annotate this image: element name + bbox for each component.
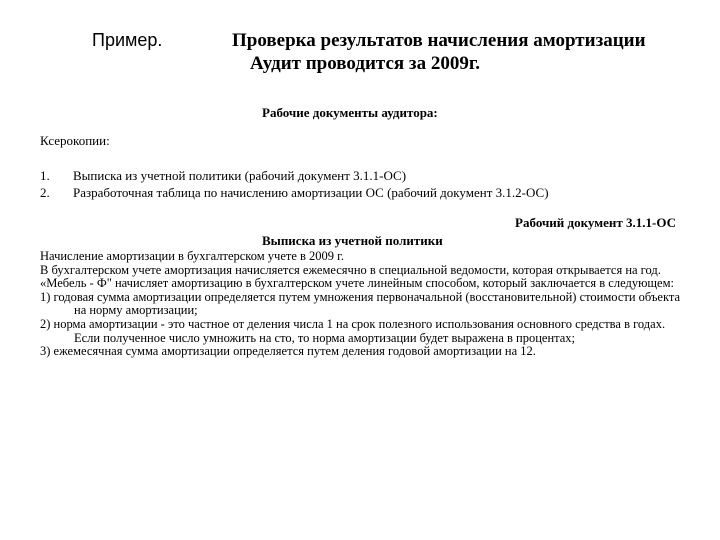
document-body [40, 250, 690, 359]
list-item-text: Разработочная таблица по начислению амортизации ОС (рабочий документ 3.1.2-ОС) [73, 185, 549, 200]
copies-label: Ксерокопии: [40, 133, 110, 148]
paragraph: 3) ежемесячная сумма амортизации определяется путем деления годовой амортизации на 12. [40, 344, 536, 359]
document-title: Выписка из учетной политики [262, 233, 443, 248]
paragraph: 1) годовая сумма амортизации определяется путем умножения первоначальной (восстановительной) стоимости объекта на норму амортизации; [40, 289, 681, 318]
paragraph: Начисление амортизации в бухгалтерском учете в 2009 г. [40, 249, 345, 263]
work-documents-heading: Рабочие документы аудитора: [262, 105, 438, 120]
work-document-reference: Рабочий документ 3.1.1-ОС [515, 215, 676, 230]
list-item-number: 1. [40, 168, 50, 183]
list-item-number: 2. [40, 185, 50, 200]
page-subtitle: Аудит проводится за 2009г. [250, 53, 481, 74]
paragraph: В бухгалтерском учете амортизация начисляется ежемесячно в специальной ведомости, которая открывается на год. [40, 262, 661, 277]
paragraph: «Мебель - Ф" начисляет амортизацию в бухгалтерском учете линейным способом, который заключается в следующем: [40, 276, 674, 291]
paragraph: 2) норма амортизации - это частное от деления числа 1 на срок полезного использования основного средства в годах. Если полученное число умножить на сто, то норма амортизации будет выражена в процентах; [40, 316, 666, 345]
example-label: Пример. [92, 30, 163, 50]
list-item-text: Выписка из учетной политики (рабочий документ 3.1.1-ОС) [73, 168, 407, 183]
page-title: Проверка результатов начисления амортизации [232, 30, 646, 51]
